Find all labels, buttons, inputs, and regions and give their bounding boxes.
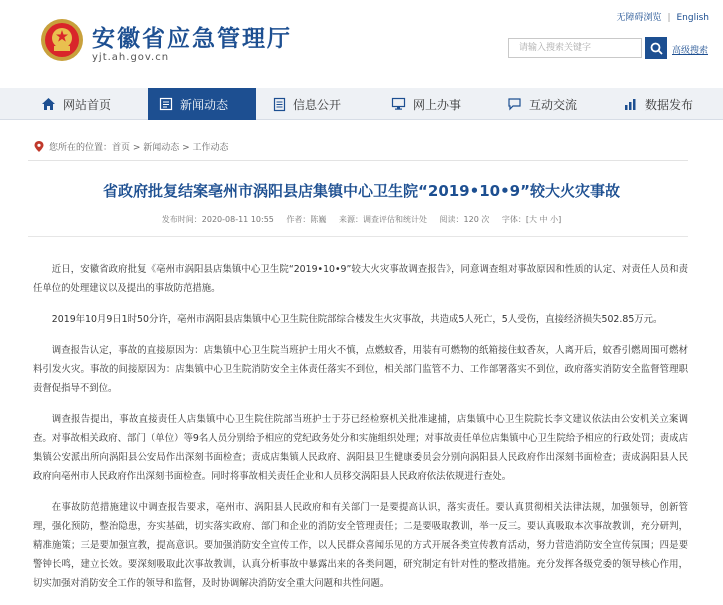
article-paragraph: 调查报告认定，事故的直接原因为：店集镇中心卫生院当班护士用火不慎，点燃蚊香，用装有可燃物的纸箱接住蚊香灰，人离开后，蚊香引燃周围可燃材料引发火灾。事故的间接原因为：店集镇中心卫生院消防安全主体责任落实不到位，相关部门监管不力、工作部署落实不到位，政府落实消防安全监督管理职责督促指导不到位。 <box>33 345 688 394</box>
nav-item-home[interactable] <box>32 88 132 120</box>
link-separator: | <box>667 13 671 23</box>
nav-item-info[interactable] <box>274 88 374 120</box>
site-domain: yjt.ah.gov.cn <box>92 52 170 63</box>
site-title: 安徽省应急管理厅 <box>92 26 292 52</box>
publish-date: 发布时间：2020-08-11 10:55 <box>161 215 274 224</box>
article-title: 省政府批复结案亳州市涡阳县店集镇中心卫生院“2019•10•9”较大火灾事故 <box>103 182 620 200</box>
article-meta <box>0 214 723 225</box>
nav-label: 信息公开 <box>293 97 342 112</box>
site-header <box>0 0 723 88</box>
national-emblem-icon <box>40 18 84 62</box>
source: 来源：调查评估和统计处 <box>338 215 427 224</box>
article-paragraph: 调查报告提出，事故直接责任人店集镇中心卫生院住院部当班护士于芬已经检察机关批准逮捕，店集镇中心卫生院院长李文建议依法由公安机关立案调查。对事故相关政府、部门（单位）等9名人员分别给予相应的党纪政务处分和实施组织处理；对事故责任单位店集镇中心卫生院给予相应的行政处罚；责成店集镇公安派出所向涡阳县公安局作出深刻书面检查；责成店集镇人民政府、涡阳县卫生健康委员会分别向涡阳县人民政府作出深刻书面检查；责成涡阳县人民政府向亳州市人民政府作出深刻书面检查。同时将事故相关责任企业和人员移交涡阳县人民政府依法依规进行查处。 <box>33 414 688 482</box>
view-count: 阅读：120 次 <box>439 215 490 224</box>
nav-item-data[interactable] <box>624 88 723 120</box>
news-icon <box>160 98 172 110</box>
nav-item-news[interactable] <box>148 88 256 120</box>
advanced-search-link[interactable]: 高级搜索 <box>672 46 709 56</box>
top-links <box>610 10 709 23</box>
nav-label: 网上办事 <box>413 97 462 112</box>
nav-label: 互动交流 <box>529 97 578 112</box>
font-size-control[interactable]: 字体：[大 中 小] <box>501 215 562 224</box>
article-body <box>33 260 688 605</box>
nav-item-online-service[interactable] <box>392 88 492 120</box>
search-icon <box>650 42 663 55</box>
nav-label: 新闻动态 <box>180 97 229 112</box>
breadcrumb <box>34 140 229 153</box>
location-icon <box>34 141 44 152</box>
search-button[interactable] <box>645 37 667 59</box>
divider <box>28 160 688 161</box>
divider <box>28 236 688 237</box>
nav-item-interaction[interactable] <box>508 88 608 120</box>
article-paragraph: 近日，安徽省政府批复《亳州市涡阳县店集镇中心卫生院“2019•10•9”较大火灾事故调查报告》，同意调查组对事故原因和性质的认定、对责任人员和责任单位的处理建议以及提出的事故防范措施。 <box>33 264 688 294</box>
accessibility-link[interactable]: 无障碍浏览 <box>616 13 662 23</box>
document-icon <box>274 98 285 111</box>
chat-icon <box>508 98 521 110</box>
home-icon <box>42 98 55 110</box>
nav-label: 网站首页 <box>63 97 112 112</box>
nav-label: 数据发布 <box>645 97 694 112</box>
breadcrumb-text[interactable]: 您所在的位置：首页 > 新闻动态 > 工作动态 <box>49 143 229 153</box>
article-paragraph: 在事故防范措施建议中调查报告要求，亳州市、涡阳县人民政府和有关部门一是要提高认识，落实责任。要认真贯彻相关法律法规，加强领导，创新管理，强化预防，整治隐患，夯实基础，切实落实政府、部门和企业的消防安全管理责任；二是要吸取教训，举一反三。要认真吸取本次事故教训，充分研判，精准施策；三是要加强宣教，提高意识。要加强消防安全宣传工作，以人民群众喜闻乐见的方式开展各类宣传教育活动，努力营造消防安全宣传氛围；四是要警钟长鸣，建立长效。要深刻吸取此次事故教训，认真分析事故中暴露出来的各类问题，研究制定有针对性的整改措施。充分发挥各级党委的领导核心作用，切实加强对消防安全工作的领导和监督，及时协调解决消防安全重大问题和共性问题。 <box>33 502 688 589</box>
chart-icon <box>624 98 637 110</box>
author: 作者：陈巍 <box>286 215 327 224</box>
english-link[interactable]: English <box>676 13 709 23</box>
monitor-icon <box>392 98 405 110</box>
search-input[interactable]: 请输入搜索关键字 <box>508 38 642 58</box>
main-nav <box>0 88 723 120</box>
article-paragraph: 2019年10月9日1时50分许，亳州市涡阳县店集镇中心卫生院住院部综合楼发生火灾事故，共造成5人死亡，5人受伤，直接经济损失502.85万元。 <box>51 314 663 325</box>
